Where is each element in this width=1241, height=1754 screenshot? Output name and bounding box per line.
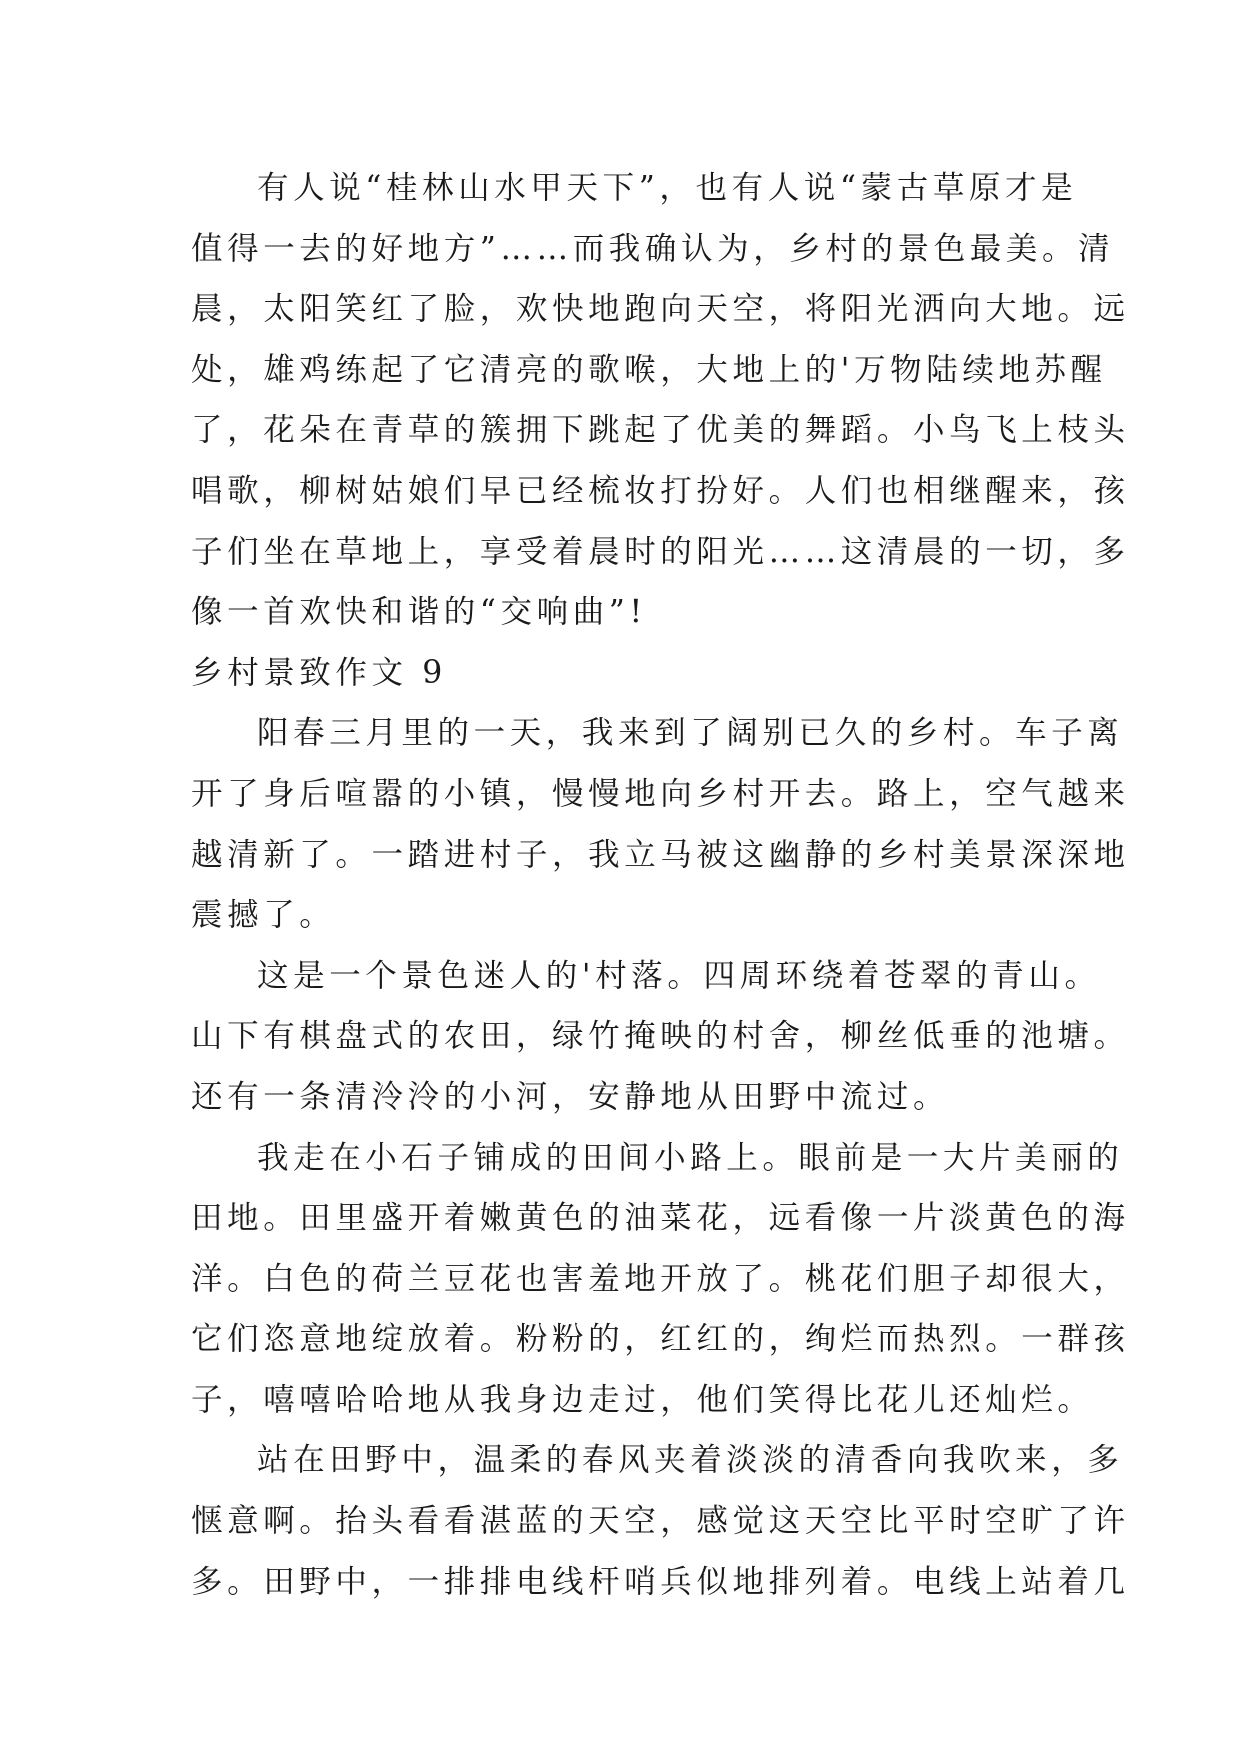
paragraph-line: 这是一个景色迷人的'村落。四周环绕着苍翠的青山。 [257,957,1101,994]
paragraph-line: 我走在小石子铺成的田间小路上。眼前是一大片美丽的 [257,1139,1124,1176]
paragraph-line: 晨，太阳笑红了脸，欢快地跑向天空，将阳光洒向大地。远 [191,291,1130,328]
paragraph-line: 有人说“桂林山水甲天下”，也有人说“蒙古草原才是 [257,170,1078,206]
paragraph-line: 震撼了。 [191,897,336,934]
paragraph-line: 它们恣意地绽放着。粉粉的，红红的，绚烂而热烈。一群孩 [191,1321,1130,1358]
paragraph-line: 山下有棋盘式的农田，绿竹掩映的村舍，柳丝低垂的池塘。 [191,1018,1130,1055]
paragraph-line: 唱歌，柳树姑娘们早已经梳妆打扮好。人们也相继醒来，孩 [191,472,1130,509]
paragraph-line: 了，花朵在青草的簇拥下跳起了优美的舞蹈。小鸟飞上枝头 [191,412,1130,449]
paragraph-line: 像一首欢快和谐的“交响曲”! [191,594,647,631]
paragraph-line: 子们坐在草地上，享受着晨时的阳光……这清晨的一切，多 [191,533,1130,570]
section-heading: 乡村景致作文 9 [191,654,447,691]
paragraph-line: 惬意啊。抬头看看湛蓝的天空，感觉这天空比平时空旷了许 [191,1503,1130,1540]
paragraph-line: 子，嘻嘻哈哈地从我身边走过，他们笑得比花儿还灿烂。 [191,1381,1094,1418]
essay-body [191,158,1130,1612]
paragraph-line: 田地。田里盛开着嫩黄色的油菜花，远看像一片淡黄色的海 [191,1200,1130,1237]
paragraph-line: 洋。白色的荷兰豆花也害羞地开放了。桃花们胆子却很大， [191,1260,1130,1297]
paragraph-line: 还有一条清泠泠的小河，安静地从田野中流过。 [191,1078,950,1115]
paragraph-line: 阳春三月里的一天，我来到了阔别已久的乡村。车子离 [257,715,1124,752]
paragraph-line: 处，雄鸡练起了它清亮的歌喉，大地上的'万物陆续地苏醒 [191,351,1107,388]
paragraph-line: 值得一去的好地方”……而我确认为，乡村的景色最美。清 [191,230,1115,267]
paragraph-line: 越清新了。一踏进村子，我立马被这幽静的乡村美景深深地 [191,836,1130,873]
paragraph-line: 多。田野中，一排排电线杆哨兵似地排列着。电线上站着几 [191,1563,1130,1600]
paragraph-line: 开了身后喧嚣的小镇，慢慢地向乡村开去。路上，空气越来 [191,775,1130,812]
paragraph-line: 站在田野中，温柔的春风夹着淡淡的清香向我吹来，多 [257,1442,1124,1479]
